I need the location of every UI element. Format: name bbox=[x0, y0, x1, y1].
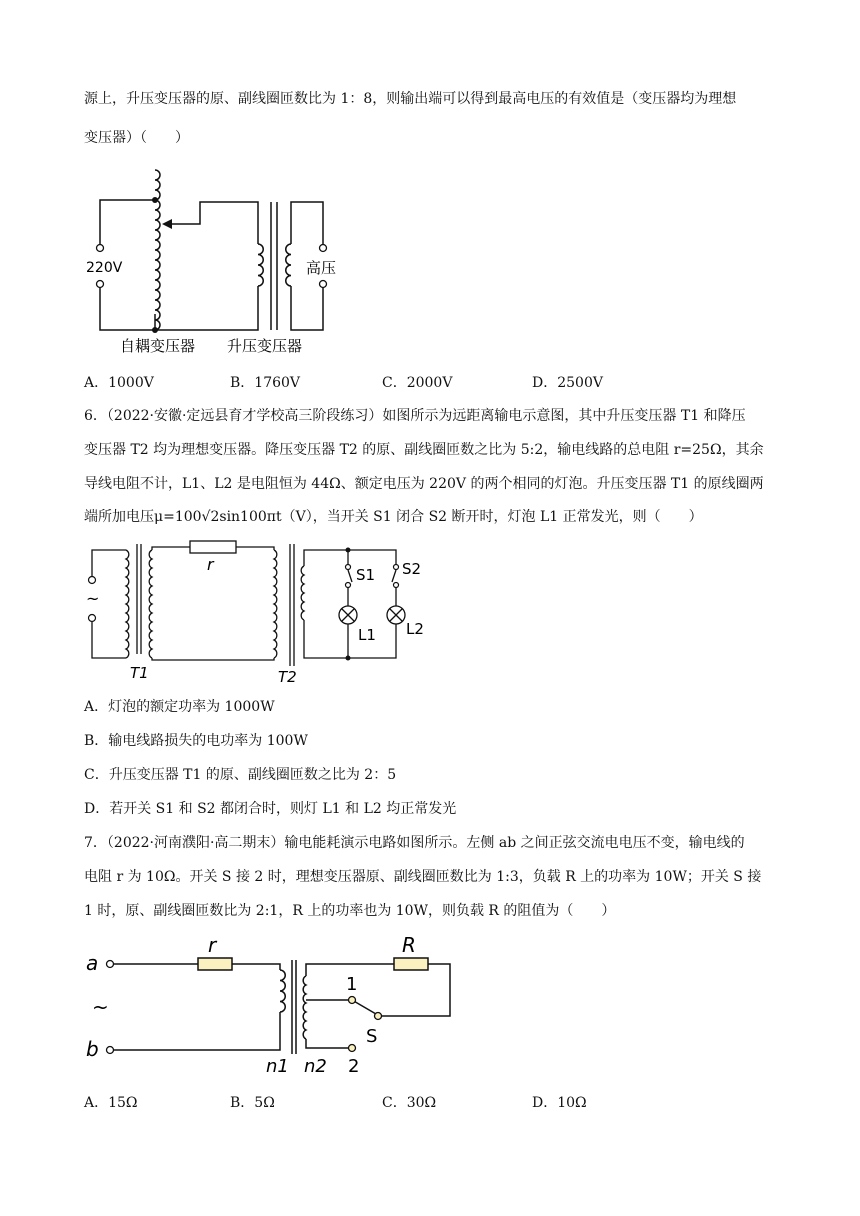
q7-load-R-label: R bbox=[402, 933, 416, 957]
q6-circuit-diagram bbox=[80, 536, 440, 686]
q6-option-b[interactable]: B．输电线路损失的电功率为 100W bbox=[84, 733, 308, 749]
q5-option-b[interactable]: B．1760V bbox=[230, 375, 301, 391]
q5-text-line-1: 源上，升压变压器的原、副线圈匝数比为 1：8，则输出端可以得到最高电压的有效值是（变压器均为理想 bbox=[84, 91, 737, 107]
q6-ac-source-symbol: ~ bbox=[86, 589, 100, 608]
q7-text-line-3: 1 时，原、副线圈匝数比为 2:1，R 上的功率也为 10W，则负载 R 的阻值为（ ） bbox=[84, 903, 616, 919]
q6-transformer-t1-label: T1 bbox=[130, 664, 149, 682]
q7-option-a[interactable]: A．15Ω bbox=[84, 1095, 138, 1111]
q7-terminal-a-label: a bbox=[86, 951, 99, 975]
q6-option-a[interactable]: A．灯泡的额定功率为 1000W bbox=[84, 699, 275, 715]
q7-option-c[interactable]: C．30Ω bbox=[382, 1095, 437, 1111]
q6-text-line-4: 端所加电压μ=100√2sin100πt（V），当开关 S1 闭合 S2 断开时，灯泡 L1 正常发光，则（ ） bbox=[84, 509, 703, 525]
q6-option-d[interactable]: D．若开关 S1 和 S2 都闭合时，则灯 L1 和 L2 均正常发光 bbox=[84, 801, 457, 817]
q7-option-b[interactable]: B．5Ω bbox=[230, 1095, 275, 1111]
q5-step-up-label: 升压变压器 bbox=[227, 337, 303, 355]
q6-text-line-2: 变压器 T2 均为理想变压器。降压变压器 T2 的原、副线圈匝数之比为 5:2，输电线路的总电阻 r=25Ω，其余 bbox=[84, 442, 764, 458]
q7-ac-source-symbol: ~ bbox=[92, 995, 109, 1019]
q6-lamp-l1-label: L1 bbox=[358, 626, 376, 644]
q7-resistor-r-label: r bbox=[208, 933, 217, 957]
q7-terminal-b-label: b bbox=[86, 1037, 99, 1061]
q7-primary-turns-n1-label: n1 bbox=[266, 1056, 289, 1077]
q5-option-a[interactable]: A．1000V bbox=[84, 375, 154, 391]
q6-switch-s2-label: S2 bbox=[402, 560, 422, 578]
q6-transformer-t2-label: T2 bbox=[278, 668, 297, 686]
q6-text-line-1: 6．（2022·安徽·定远县育才学校高三阶段练习）如图所示为远距离输电示意图，其中升压变压器 T1 和降压 bbox=[84, 408, 746, 424]
q7-text-line-2: 电阻 r 为 10Ω。开关 S 接 2 时，理想变压器原、副线圈匝数比为 1:3，负载 R 上的功率为 10W；开关 S 接 bbox=[84, 869, 762, 885]
q6-switch-s1-label: S1 bbox=[356, 566, 376, 584]
q7-secondary-turns-n2-label: n2 bbox=[304, 1056, 327, 1077]
q5-input-voltage-label: 220V bbox=[86, 260, 123, 276]
q7-circuit-diagram bbox=[80, 930, 470, 1080]
q6-lamp-l2-label: L2 bbox=[406, 620, 424, 638]
q7-option-d[interactable]: D．10Ω bbox=[532, 1095, 587, 1111]
q7-text-line-1: 7．（2022·河南濮阳·高二期末）输电能耗演示电路如图所示。左侧 ab 之间正弦交流电电压不变，输电线的 bbox=[84, 835, 745, 851]
q5-option-c[interactable]: C．2000V bbox=[382, 375, 453, 391]
q5-autotransformer-label: 自耦变压器 bbox=[120, 337, 196, 355]
q7-switch-s-label: S bbox=[366, 1026, 378, 1047]
q6-option-c[interactable]: C．升压变压器 T1 的原、副线圈匝数之比为 2：5 bbox=[84, 767, 397, 783]
q5-text-line-2: 变压器）（ ） bbox=[84, 130, 189, 146]
q6-text-line-3: 导线电阻不计，L1、L2 是电阻恒为 44Ω、额定电压为 220V 的两个相同的灯泡。升压变压器 T1 的原线圈两 bbox=[84, 476, 764, 492]
q6-resistor-r-label: r bbox=[207, 555, 214, 574]
q7-contact-2-label: 2 bbox=[348, 1056, 360, 1077]
q7-contact-1-label: 1 bbox=[346, 974, 358, 995]
q5-output-label: 高压 bbox=[306, 259, 337, 277]
q5-option-d[interactable]: D．2500V bbox=[532, 375, 603, 391]
q5-circuit-diagram bbox=[80, 162, 350, 362]
